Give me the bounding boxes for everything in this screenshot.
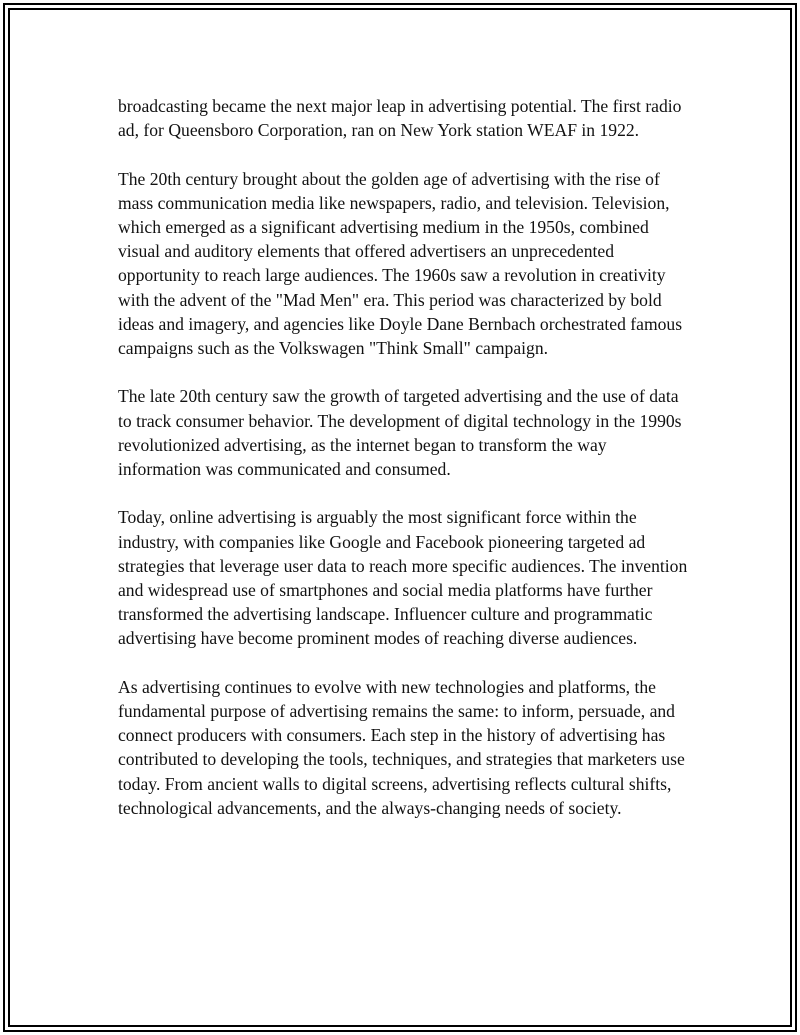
paragraph-golden-age: The 20th century brought about the golden age of advertising with the rise of mass communication media like newspapers, radio, and television. Television, which emerged as a significant advertising medium in the 1950s, combined visual and auditory elements that offered advertisers an unprecedented opportunity to reach large audiences. The 1960s saw a revolution in creativity with the advent of the "Mad Men" era. This period was characterized by bold ideas and imagery, and agencies like Doyle Dane Bernbach orchestrated famous campaigns such as the Volkswagen "Think Small" campaign. xyxy=(118,168,683,359)
paragraph-conclusion: As advertising continues to evolve with new technologies and platforms, the fundamental purpose of advertising remains the same: to inform, persuade, and connect producers with consumers. Each step in the history of advertising has contributed to developing the tools, techniques, and strategies that marketers use today. From ancient walls to digital screens, advertising reflects cultural shifts, technological advancements, and the always-changing needs of society. xyxy=(118,676,685,818)
paragraph-radio-broadcasting: broadcasting became the next major leap in advertising potential. The first radio ad, for Queensboro Corporation, ran on New York station WEAF in 1922. xyxy=(118,96,682,141)
paragraph-online-advertising: Today, online advertising is arguably the most significant force within the industry, with companies like Google and Facebook pioneering targeted ad strategies that leverage user data to reach more specific audiences. The invention and widespread use of smartphones and social media platforms have further transformed the advertising landscape. Influencer culture and programmatic advertising have become prominent modes of reaching diverse audiences. xyxy=(118,507,688,649)
paragraph-late-20th-century: The late 20th century saw the growth of targeted advertising and the use of data to track consumer behavior. The development of digital technology in the 1990s revolutionized advertising, as the internet began to transform the way information was communicated and consumed. xyxy=(118,386,682,480)
document-body xyxy=(118,94,690,844)
